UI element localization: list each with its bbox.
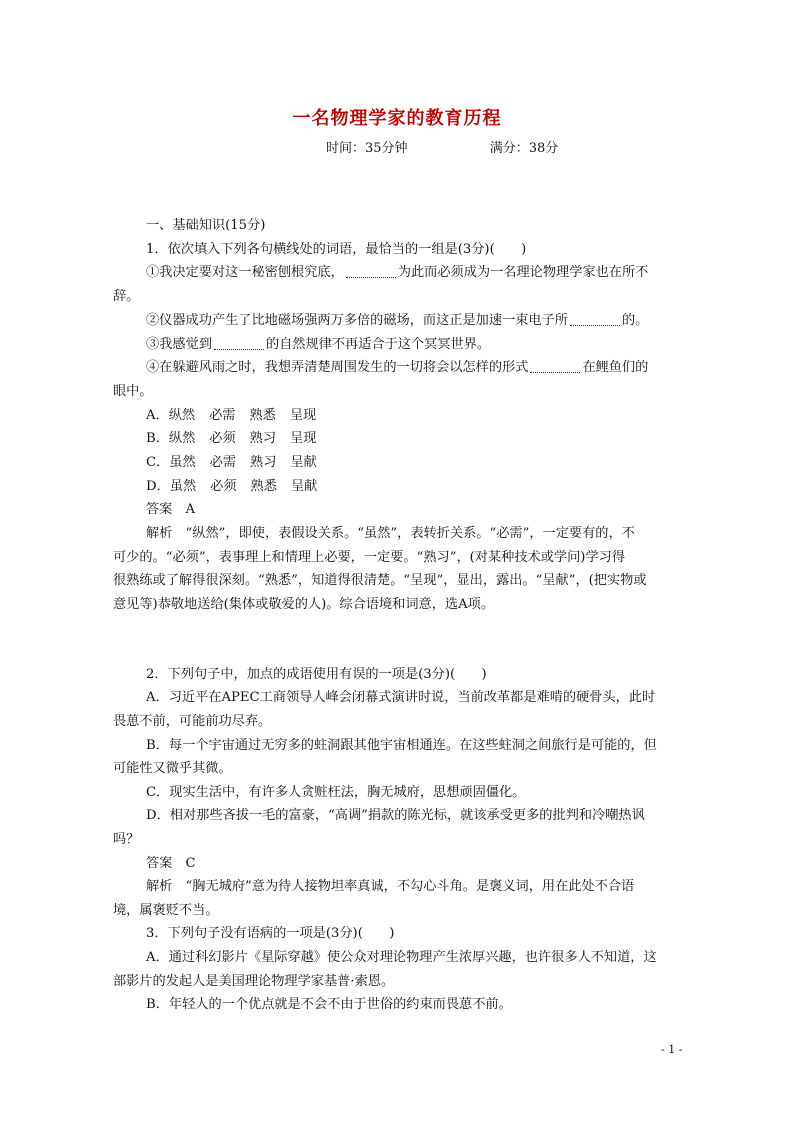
option-text: 呈现 — [289, 408, 317, 423]
option-text: 呈献 — [290, 455, 317, 470]
q1-blank-1 — [346, 264, 396, 278]
q3-option-a-line-2: 部影片的发起人是美国理论物理学家基普·索恩。 — [113, 974, 395, 989]
q1-option-d — [146, 475, 331, 494]
option-text: 必须 — [209, 431, 236, 446]
q3-option-b: B．年轻人的一个优点就是不会不由于世俗的约束而畏葸不前。 — [146, 997, 512, 1012]
q1-s2-text-a: ②仪器成功产生了比地磁场强两万多倍的磁场，而这正是加速一束电子所 — [146, 313, 568, 328]
section-heading: 一、基础知识(15分) — [146, 218, 266, 233]
option-text: D．虽然 — [146, 479, 197, 494]
q1-answer: 答案 A — [146, 502, 196, 517]
q1-s1-text-b: 为此而必须成为一名理论物理学家也在所不 — [397, 265, 649, 280]
q2-option-b-line-1: B．每一个宇宙通过无穷多的蛀洞跟其他宇宙相通连。在这些蛀洞之间旅行是可能的，但 — [146, 738, 657, 753]
q1-s2-text-b: 的。 — [622, 313, 649, 328]
time-limit: 时间：35分钟 — [326, 141, 408, 156]
q1-sentence-2 — [146, 309, 648, 328]
option-text: C．虽然 — [146, 455, 196, 470]
option-text: 熟悉 — [249, 408, 276, 423]
option-text: 呈现 — [290, 431, 317, 446]
option-text: 必需 — [209, 408, 236, 423]
q2-option-a-line-2: 畏葸不前，可能前功尽弃。 — [113, 714, 272, 729]
exam-meta — [326, 137, 558, 156]
option-text: 呈献 — [290, 479, 318, 494]
q3-stem: 3．下列句子没有语病的一项是(3分)( ) — [146, 926, 395, 941]
q2-option-d-line-1: D．相对那些吝拔一毛的富豪，“高调”捐款的陈光标，就该承受更多的批判和冷嘲热讽 — [146, 808, 645, 823]
q2-option-b-line-2: 可能性又微乎其微。 — [113, 761, 232, 776]
option-text: 熟习 — [250, 455, 277, 470]
q1-explanation-line-2: 可少的。“必须”，表事理上和情理上必要，一定要。“熟习”，(对某种技术或学问)学习得 — [113, 550, 626, 565]
option-text: A．纵然 — [146, 408, 196, 423]
page-title: 一名物理学家的教育历程 — [292, 108, 502, 129]
q1-explanation-line-3: 很熟练或了解得很深刻。“熟悉”，知道得很清楚。“呈现”，显出，露出。“呈献”，(把实物或 — [113, 573, 647, 588]
q1-sentence-1-cont: 辞。 — [113, 289, 140, 304]
option-text: 必需 — [209, 455, 237, 470]
q1-sentence-1 — [146, 261, 648, 280]
q2-option-a-line-1: A．习近平在APEC工商领导人峰会闭幕式演讲时说，当前改革都是难啃的硬骨头，此时 — [146, 690, 656, 705]
q1-option-a — [146, 404, 330, 423]
q1-s4-text-b: 在鲤鱼们的 — [582, 360, 649, 375]
q2-option-d-line-2: 吗？ — [113, 832, 140, 847]
q1-explanation-line-4: 意见等)恭敬地送给(集体或敬爱的人)。综合语境和词意，选A项。 — [113, 597, 495, 612]
q1-blank-2 — [570, 312, 620, 326]
option-text: 必须 — [210, 479, 237, 494]
q3-option-a-line-1: A．通过科幻影片《星际穿越》使公众对理论物理产生浓厚兴趣，也许很多人不知道，这 — [146, 950, 657, 965]
full-score: 满分：38分 — [489, 141, 559, 156]
q1-s3-text-b: 的自然规律不再适合于这个冥冥世界。 — [265, 337, 491, 352]
q2-explanation-line-1: 解析 “胸无城府”意为待人接物坦率真诚，不勾心斗角。是褒义词，用在此处不合语 — [146, 879, 635, 894]
q2-stem: 2．下列句子中，加点的成语使用有误的一项是(3分)( ) — [146, 667, 487, 682]
q1-blank-4 — [530, 359, 580, 373]
q1-sentence-3 — [146, 333, 490, 352]
option-text: B．纵然 — [146, 431, 196, 446]
option-text: 熟习 — [249, 431, 277, 446]
q2-option-c: C．现实生活中，有许多人贪赃枉法，胸无城府，思想顽固僵化。 — [146, 785, 526, 800]
q2-explanation-line-2: 境，属褒贬不当。 — [113, 903, 219, 918]
option-text: 熟悉 — [250, 479, 277, 494]
q1-option-b — [146, 427, 330, 446]
q1-stem: 1．依次填入下列各句横线处的词语，最恰当的一组是(3分)( ) — [146, 242, 527, 257]
q1-sentence-4-cont: 眼中。 — [113, 384, 153, 399]
q1-sentence-4 — [146, 356, 648, 375]
q1-blank-3 — [214, 336, 264, 350]
q1-s4-text-a: ④在躲避风雨之时，我想弄清楚周围发生的一切将会以怎样的形式 — [146, 360, 529, 375]
page-number: - 1 - — [661, 1043, 683, 1056]
q1-option-c — [146, 451, 331, 470]
q1-explanation-line-1: 解析 “纵然”，即使，表假设关系。“虽然”，表转折关系。“必需”，一定要有的，不 — [146, 526, 635, 541]
q1-s1-text-a: ①我决定要对这一秘密刨根究底， — [146, 265, 344, 280]
q1-s3-text-a: ③我感觉到 — [146, 337, 212, 352]
q2-answer: 答案 C — [146, 856, 196, 871]
